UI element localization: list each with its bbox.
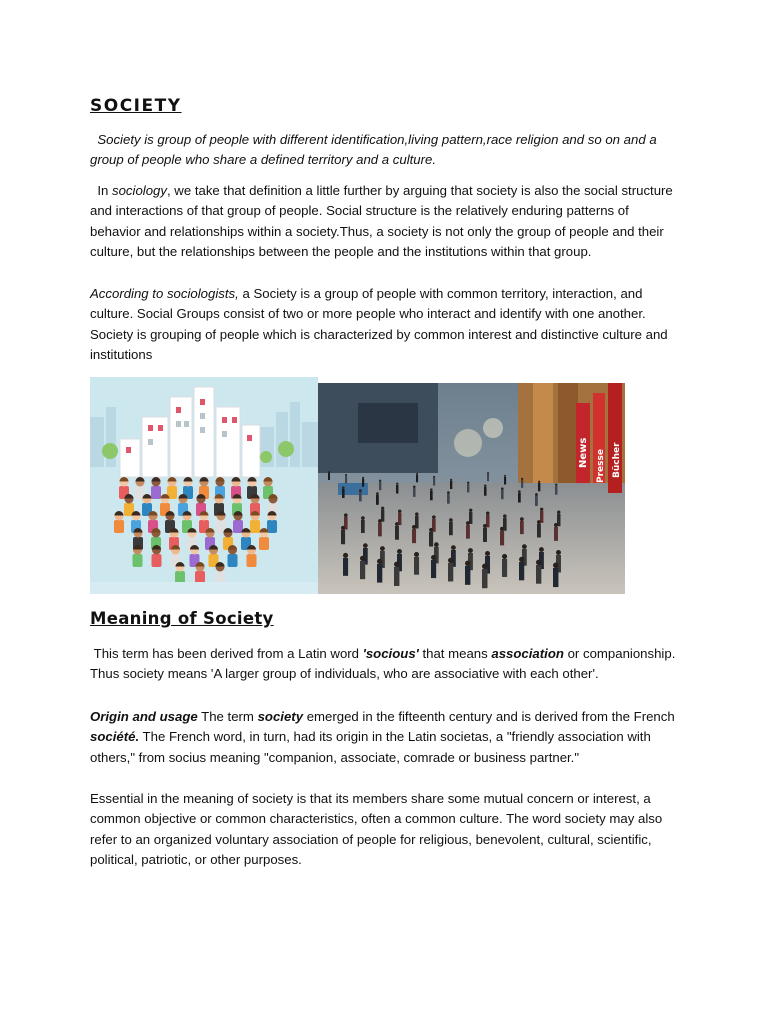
sociology-intro: In <box>97 183 112 198</box>
term-text-a: This term has been derived from a Latin word <box>93 646 363 661</box>
definition-text: Society is group of people with different identification,living pattern,race religion and so on and a group of people who share a defined territory and a culture. <box>90 132 657 168</box>
sociology-term: sociology <box>112 183 167 198</box>
origin-text-b: emerged in the fifteenth century and is derived from the French <box>303 709 675 724</box>
sociologists-lead: According to sociologists, <box>90 286 239 301</box>
sociologists-paragraph <box>90 284 682 366</box>
term-text-c: or companionship. Thus society means 'A larger group of individuals, who are associative with each other'. <box>90 646 676 682</box>
term-paragraph <box>90 644 682 685</box>
meaning-heading: Meaning of Society <box>90 609 274 628</box>
essential-paragraph: Essential in the meaning of society is that its members share some mutual concern or interest, a common objective or common characteristics, often a common culture. The word society may also refer to an organized voluntary association of people for religious, benevolent, cultural, scientific, political, patriotic, or other purposes. <box>90 791 663 868</box>
association-word: association <box>491 646 564 661</box>
sign-buecher: Bücher <box>612 442 622 478</box>
crowd-illustration-image <box>90 377 318 594</box>
origin-text-a: The term <box>197 709 258 724</box>
sociology-rest: , we take that definition a little further by arguing that society is also the social structure and interactions of that group of people. Social structure is the relatively enduring patterns of behavior and relationships within a society.Thus, a society is not only the group of people and their culture, but the relationships between the people and the institutions within that group. <box>90 183 673 260</box>
latin-word: 'socious' <box>362 646 419 661</box>
term-text-b: that means <box>418 646 492 661</box>
crowd-illustration <box>90 377 318 594</box>
sociologists-rest: a Society is a group of people with common territory, interaction, and culture. Social Groups consist of two or more people who interact and identify with one another. Society is grouping of people which is characterized by common interest and distinctive culture and institutions <box>90 286 668 363</box>
definition-paragraph <box>90 130 682 171</box>
sociology-paragraph <box>90 181 682 263</box>
street-crowd-photo <box>318 383 625 594</box>
sign-presse: Presse <box>596 449 606 483</box>
origin-paragraph <box>90 707 682 768</box>
origin-text-c: The French word, in turn, had its origin in the Latin societas, a "friendly association with others," from socius meaning "companion, associate, comrade or business partner." <box>90 729 651 765</box>
page-title: SOCIETY <box>90 96 182 116</box>
sign-news: News <box>578 437 589 468</box>
street-photo <box>318 383 625 594</box>
societe-word: société. <box>90 729 140 745</box>
society-word: society <box>257 709 304 724</box>
origin-label: Origin and usage <box>90 709 198 724</box>
